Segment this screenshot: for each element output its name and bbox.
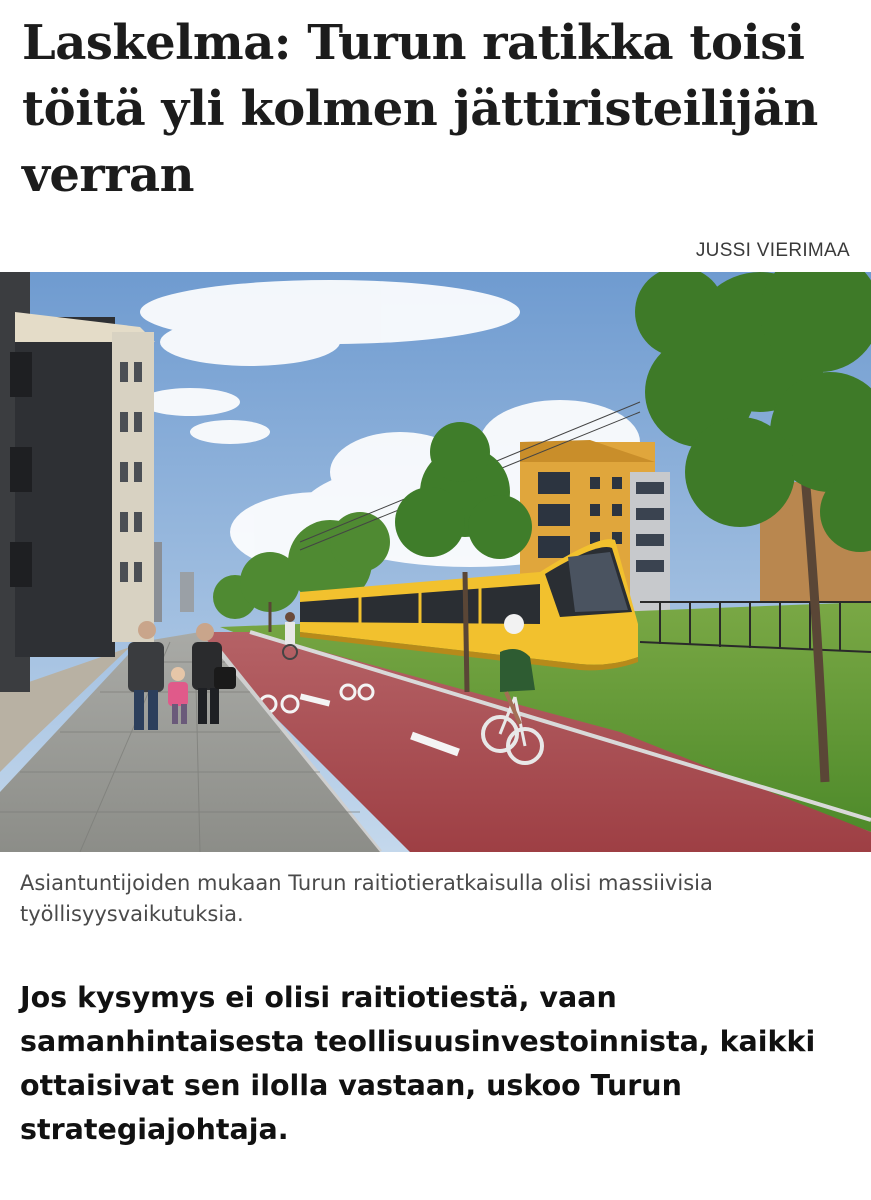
image-caption: Asiantuntijoiden mukaan Turun raitiotieratkaisulla olisi massiivisia työllisyysvaikutuksia. — [20, 871, 713, 926]
article-image[interactable] — [0, 272, 871, 852]
photo-credit: JUSSI VIERIMAA — [695, 240, 850, 261]
article-headline: Laskelma: Turun ratikka toisi töitä yli kolmen jättiristeilijän verran — [22, 15, 818, 203]
tram-street-illustration — [0, 272, 871, 852]
article-lead: Jos kysymys ei olisi raitiotiestä, vaan samanhintaisesta teollisuusinvestoinnista, kaikki ottaisivat sen ilolla vastaan, uskoo Turun strategiajohtaja. — [20, 981, 816, 1146]
